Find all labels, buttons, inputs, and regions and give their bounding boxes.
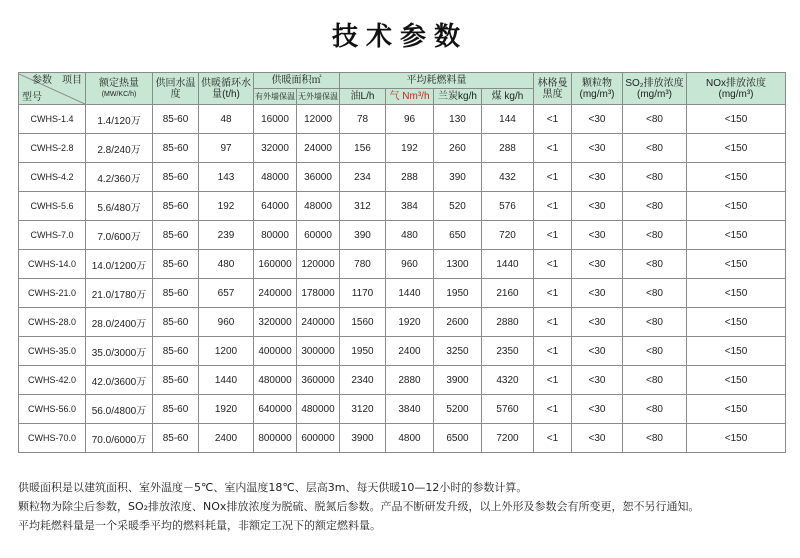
cell-water: 1440 [199,366,254,395]
cell-blue-coal: 130 [434,105,482,134]
cell-area-ins: 160000 [254,250,297,279]
cell-area-ins: 320000 [254,308,297,337]
cell-nox: <150 [687,192,786,221]
table-row [19,134,786,163]
cell-model: CWHS-35.0 [19,337,86,366]
cell-model: CWHS-28.0 [19,308,86,337]
cell-gas: 96 [386,105,434,134]
cell-temp: 85-60 [153,337,199,366]
cell-particulate: <30 [572,424,623,453]
spec-table-body [19,105,786,453]
cell-gas: 480 [386,221,434,250]
particulate-unit: (mg/m³) [579,88,615,100]
corner-bottom-label: 型号 [22,91,42,103]
cell-water: 960 [199,308,254,337]
cell-coal: 4320 [482,366,534,395]
cell-blue-coal: 1950 [434,279,482,308]
cell-coal: 2880 [482,308,534,337]
cell-model: CWHS-42.0 [19,366,86,395]
cell-area-ins: 16000 [254,105,297,134]
cell-temp: 85-60 [153,279,199,308]
cell-nox: <150 [687,337,786,366]
cell-so2: <80 [623,250,687,279]
cell-gas: 192 [386,134,434,163]
cell-water: 2400 [199,424,254,453]
cell-oil: 1950 [340,337,386,366]
cell-area-noins: 480000 [297,395,340,424]
cell-model: CWHS-21.0 [19,279,86,308]
cell-nox: <150 [687,279,786,308]
cell-particulate: <30 [572,221,623,250]
cell-gas: 1920 [386,308,434,337]
cell-heat: 70.0/6000万 [86,424,153,453]
cell-blue-coal: 5200 [434,395,482,424]
cell-heat: 28.0/2400万 [86,308,153,337]
corner-top-label: 参数 项目 [32,74,82,86]
cell-ringelmann: <1 [534,395,572,424]
cell-area-noins: 48000 [297,192,340,221]
cell-so2: <80 [623,366,687,395]
cell-particulate: <30 [572,163,623,192]
cell-area-noins: 300000 [297,337,340,366]
cell-area-noins: 360000 [297,366,340,395]
cell-gas: 4800 [386,424,434,453]
cell-ringelmann: <1 [534,337,572,366]
cell-model: CWHS-7.0 [19,221,86,250]
rated-heat-label: 额定热量 [99,77,139,89]
cell-water: 192 [199,192,254,221]
cell-heat: 35.0/3000万 [86,337,153,366]
cell-nox: <150 [687,424,786,453]
cell-gas: 3840 [386,395,434,424]
cell-area-noins: 178000 [297,279,340,308]
cell-blue-coal: 3900 [434,366,482,395]
so2-label: SO₂排放浓度 [625,77,684,89]
cell-model: CWHS-70.0 [19,424,86,453]
cell-heat: 42.0/3600万 [86,366,153,395]
cell-model: CWHS-56.0 [19,395,86,424]
cell-ringelmann: <1 [534,424,572,453]
cell-coal: 2350 [482,337,534,366]
cell-temp: 85-60 [153,105,199,134]
col-fuel-coal: 煤 kg/h [482,89,534,105]
cell-particulate: <30 [572,250,623,279]
particulate-label: 颗粒物 [582,77,612,89]
col-supply-temp: 供回水温度 [153,73,199,105]
cell-gas: 1440 [386,279,434,308]
table-row [19,163,786,192]
cell-area-noins: 24000 [297,134,340,163]
cell-ringelmann: <1 [534,221,572,250]
cell-ringelmann: <1 [534,279,572,308]
cell-model: CWHS-14.0 [19,250,86,279]
cell-temp: 85-60 [153,192,199,221]
cell-blue-coal: 520 [434,192,482,221]
cell-oil: 3120 [340,395,386,424]
cell-ringelmann: <1 [534,163,572,192]
cell-oil: 1170 [340,279,386,308]
cell-water: 239 [199,221,254,250]
cell-gas: 288 [386,163,434,192]
cell-ringelmann: <1 [534,105,572,134]
cell-area-ins: 48000 [254,163,297,192]
cell-area-noins: 600000 [297,424,340,453]
col-area-uninsulated: 无外墙保温 [297,89,340,105]
table-row [19,250,786,279]
cell-area-noins: 12000 [297,105,340,134]
cell-model: CWHS-4.2 [19,163,86,192]
cell-particulate: <30 [572,105,623,134]
cell-temp: 85-60 [153,424,199,453]
col-nox [687,73,786,105]
cell-model: CWHS-2.8 [19,134,86,163]
cell-so2: <80 [623,395,687,424]
cell-particulate: <30 [572,366,623,395]
cell-temp: 85-60 [153,134,199,163]
cell-oil: 78 [340,105,386,134]
cell-blue-coal: 6500 [434,424,482,453]
cell-so2: <80 [623,279,687,308]
cell-area-ins: 240000 [254,279,297,308]
col-area-insulated: 有外墙保温 [254,89,297,105]
cell-temp: 85-60 [153,250,199,279]
cell-coal: 720 [482,221,534,250]
cell-blue-coal: 260 [434,134,482,163]
cell-temp: 85-60 [153,366,199,395]
page-title: 技术参数 [331,22,468,52]
cell-particulate: <30 [572,337,623,366]
table-row [19,366,786,395]
cell-model: CWHS-5.6 [19,192,86,221]
cell-water: 657 [199,279,254,308]
note-line: 平均耗燃料量是一个采暖季平均的燃料耗量，非额定工况下的额定燃料量。 [18,519,381,532]
cell-water: 1920 [199,395,254,424]
cell-blue-coal: 650 [434,221,482,250]
cell-ringelmann: <1 [534,134,572,163]
cell-area-noins: 120000 [297,250,340,279]
cell-oil: 234 [340,163,386,192]
cell-so2: <80 [623,192,687,221]
cell-coal: 5760 [482,395,534,424]
cell-model: CWHS-1.4 [19,105,86,134]
cell-ringelmann: <1 [534,308,572,337]
col-fuel-gas: 气 Nm³/h [386,89,434,105]
table-row [19,337,786,366]
cell-nox: <150 [687,221,786,250]
cell-oil: 2340 [340,366,386,395]
cell-ringelmann: <1 [534,366,572,395]
table-row [19,308,786,337]
cell-coal: 576 [482,192,534,221]
cell-coal: 1440 [482,250,534,279]
col-fuel-blue-coal: 兰炭kg/h [434,89,482,105]
cell-area-ins: 32000 [254,134,297,163]
cell-heat: 4.2/360万 [86,163,153,192]
cell-water: 48 [199,105,254,134]
cell-particulate: <30 [572,279,623,308]
cell-ringelmann: <1 [534,192,572,221]
cell-coal: 7200 [482,424,534,453]
cell-heat: 1.4/120万 [86,105,153,134]
cell-nox: <150 [687,395,786,424]
cell-area-ins: 480000 [254,366,297,395]
col-circ-water: 供暖循环水量(t/h) [199,73,254,105]
cell-area-noins: 60000 [297,221,340,250]
cell-so2: <80 [623,308,687,337]
cell-nox: <150 [687,163,786,192]
col-so2 [623,73,687,105]
cell-oil: 390 [340,221,386,250]
cell-gas: 2880 [386,366,434,395]
cell-so2: <80 [623,134,687,163]
cell-oil: 312 [340,192,386,221]
cell-area-ins: 64000 [254,192,297,221]
cell-oil: 780 [340,250,386,279]
cell-area-noins: 36000 [297,163,340,192]
cell-temp: 85-60 [153,395,199,424]
cell-coal: 144 [482,105,534,134]
spec-table [18,72,786,453]
table-row [19,424,786,453]
col-rated-heat [86,73,153,105]
col-ringelmann: 林格曼黑度 [534,73,572,105]
rated-heat-unit: (MW/KC/h) [101,90,137,98]
cell-oil: 1560 [340,308,386,337]
cell-so2: <80 [623,424,687,453]
col-heating-area: 供暖面积㎡ [254,73,340,89]
cell-heat: 21.0/1780万 [86,279,153,308]
table-row [19,395,786,424]
cell-blue-coal: 1300 [434,250,482,279]
cell-temp: 85-60 [153,163,199,192]
cell-water: 480 [199,250,254,279]
cell-gas: 2400 [386,337,434,366]
cell-area-ins: 80000 [254,221,297,250]
cell-water: 97 [199,134,254,163]
cell-water: 143 [199,163,254,192]
cell-coal: 288 [482,134,534,163]
nox-label: NOx排放浓度 [706,77,766,89]
cell-coal: 2160 [482,279,534,308]
cell-blue-coal: 390 [434,163,482,192]
cell-temp: 85-60 [153,308,199,337]
cell-particulate: <30 [572,134,623,163]
cell-area-ins: 400000 [254,337,297,366]
cell-nox: <150 [687,105,786,134]
cell-heat: 56.0/4800万 [86,395,153,424]
cell-temp: 85-60 [153,221,199,250]
cell-nox: <150 [687,366,786,395]
cell-nox: <150 [687,134,786,163]
table-row [19,192,786,221]
notes [18,478,788,535]
cell-particulate: <30 [572,192,623,221]
table-row [19,221,786,250]
nox-unit: (mg/m³) [718,88,754,100]
so2-unit: (mg/m³) [637,88,672,100]
cell-so2: <80 [623,163,687,192]
col-particulate [572,73,623,105]
cell-so2: <80 [623,105,687,134]
cell-gas: 960 [386,250,434,279]
cell-particulate: <30 [572,395,623,424]
table-row [19,279,786,308]
cell-area-ins: 800000 [254,424,297,453]
cell-water: 1200 [199,337,254,366]
cell-particulate: <30 [572,308,623,337]
note-line: 颗粒物为除尘后参数，SO₂排放浓度、NOx排放浓度为脱硫、脱氮后参数。产品不断研发升级，以上外形及参数会有所变更，恕不另行通知。 [18,500,700,513]
header-corner [19,73,86,105]
cell-heat: 2.8/240万 [86,134,153,163]
cell-so2: <80 [623,337,687,366]
cell-blue-coal: 2600 [434,308,482,337]
cell-oil: 3900 [340,424,386,453]
cell-gas: 384 [386,192,434,221]
cell-area-noins: 240000 [297,308,340,337]
col-fuel-oil: 油L/h [340,89,386,105]
cell-oil: 156 [340,134,386,163]
cell-nox: <150 [687,250,786,279]
note-line: 供暖面积是以建筑面积、室外温度－5℃、室内温度18℃、层高3m、每天供暖10—12小时的参数计算。 [18,481,528,494]
col-avg-fuel: 平均耗燃料量 [340,73,534,89]
cell-area-ins: 640000 [254,395,297,424]
cell-ringelmann: <1 [534,250,572,279]
cell-blue-coal: 3250 [434,337,482,366]
cell-coal: 432 [482,163,534,192]
table-row [19,105,786,134]
cell-heat: 5.6/480万 [86,192,153,221]
cell-heat: 7.0/600万 [86,221,153,250]
cell-nox: <150 [687,308,786,337]
cell-heat: 14.0/1200万 [86,250,153,279]
cell-so2: <80 [623,221,687,250]
